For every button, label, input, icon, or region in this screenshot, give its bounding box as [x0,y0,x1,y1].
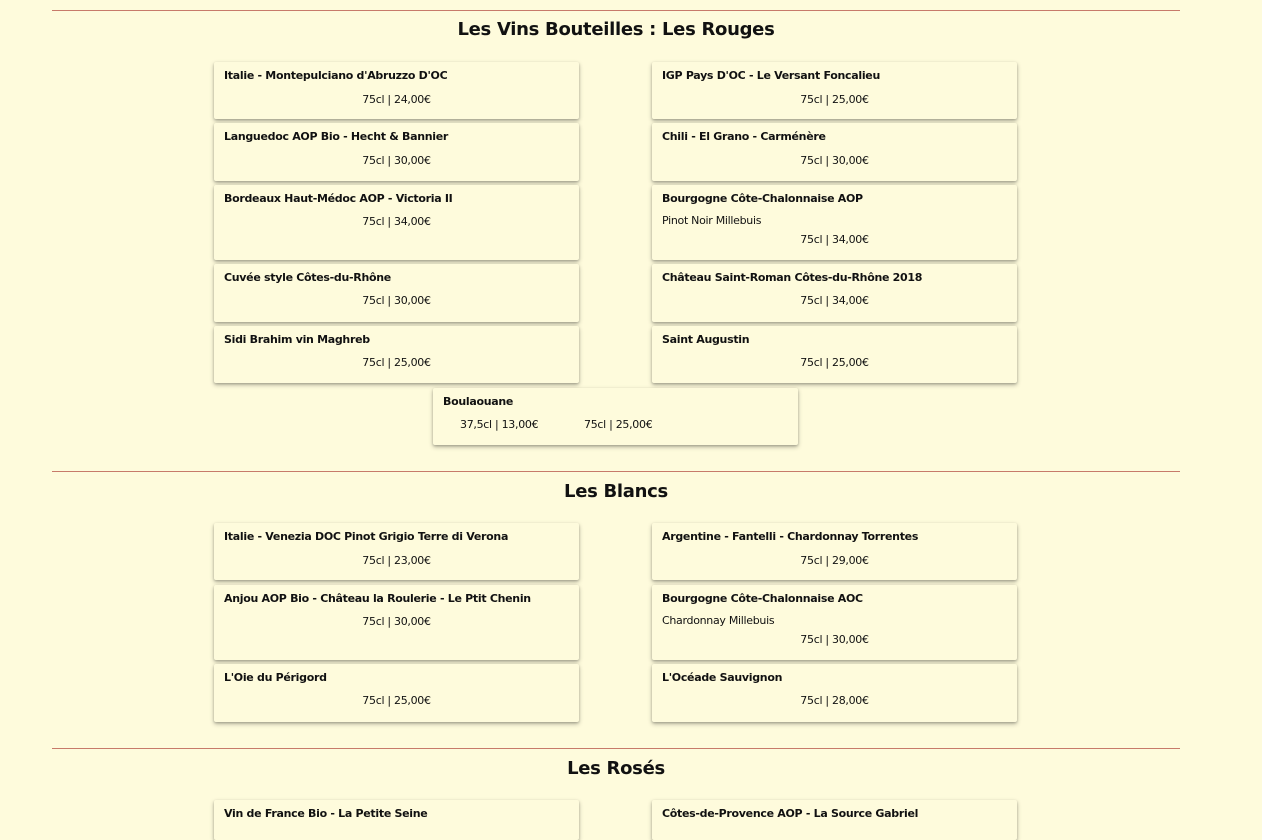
wine-card [214,664,579,722]
wine-name: Italie - Venezia DOC Pinot Grigio Terre di Verona [224,530,509,543]
wine-price: 75cl | 30,00€ [362,615,431,628]
wine-subtitle: Chardonnay Millebuis [662,614,775,627]
wine-name: Argentine - Fantelli - Chardonnay Torrentes [662,530,919,543]
wine-name: Saint Augustin [662,333,750,346]
wine-name: Languedoc AOP Bio - Hecht & Bannier [224,130,449,143]
wine-name: Cuvée style Côtes-du-Rhône [224,271,391,284]
wine-price: 75cl | 25,00€ [800,356,869,369]
wine-name: Bourgogne Côte-Chalonnaise AOC [662,592,863,605]
section-divider [52,748,1180,749]
wine-name: Italie - Montepulciano d'Abruzzo D'OC [224,69,448,82]
wine-price: 75cl | 34,00€ [800,294,869,307]
wine-price: 75cl | 25,00€ [800,93,869,106]
wine-card [214,326,579,383]
wine-name: Bourgogne Côte-Chalonnaise AOP [662,192,863,205]
wine-price: 75cl | 30,00€ [362,154,431,167]
wine-name: Château Saint-Roman Côtes-du-Rhône 2018 [662,271,923,284]
wine-name: L'Oie du Périgord [224,671,327,684]
wine-name: Bordeaux Haut-Médoc AOP - Victoria II [224,192,453,205]
wine-name: Anjou AOP Bio - Château la Roulerie - Le Ptit Chenin [224,592,531,605]
wine-card [652,62,1017,119]
section-title-rouges: Les Vins Bouteilles : Les Rouges [457,19,775,40]
section-title-roses: Les Rosés [567,758,665,779]
wine-card [652,800,1017,840]
wine-price: 75cl | 29,00€ [800,554,869,567]
wine-name: Sidi Brahim vin Maghreb [224,333,370,346]
wine-name: L'Océade Sauvignon [662,671,783,684]
wine-price: 75cl | 25,00€ [362,694,431,707]
wine-card [652,185,1017,260]
wine-price: 75cl | 30,00€ [800,154,869,167]
wine-price: 75cl | 25,00€ [362,356,431,369]
wine-card [652,523,1017,580]
wine-name: Vin de France Bio - La Petite Seine [224,807,428,820]
wine-name: Chili - El Grano - Carménère [662,130,826,143]
wine-card [652,585,1017,660]
wine-card [214,185,579,260]
wine-price: 75cl | 34,00€ [800,233,869,246]
wine-card [214,62,579,119]
wine-card [214,123,579,181]
wine-card [652,123,1017,181]
wine-card [652,326,1017,383]
wine-card [652,264,1017,322]
wine-card [433,388,798,445]
wine-price: 75cl | 23,00€ [362,554,431,567]
wine-card [214,585,579,660]
wine-price-small: 37,5cl | 13,00€ [460,418,539,431]
wine-name: IGP Pays D'OC - Le Versant Foncalieu [662,69,880,82]
wine-price: 75cl | 30,00€ [362,294,431,307]
section-divider [52,10,1180,11]
section-divider [52,471,1180,472]
wine-subtitle: Pinot Noir Millebuis [662,214,762,227]
wine-card [214,523,579,580]
wine-price: 75cl | 30,00€ [800,633,869,646]
section-title-blancs: Les Blancs [564,481,668,502]
wine-card [652,664,1017,722]
wine-price: 75cl | 25,00€ [584,418,653,431]
wine-price: 75cl | 28,00€ [800,694,869,707]
wine-price: 75cl | 24,00€ [362,93,431,106]
wine-name: Côtes-de-Provence AOP - La Source Gabriel [662,807,919,820]
wine-price: 75cl | 34,00€ [362,215,431,228]
wine-card [214,800,579,840]
wine-name: Boulaouane [443,395,514,408]
wine-card [214,264,579,322]
